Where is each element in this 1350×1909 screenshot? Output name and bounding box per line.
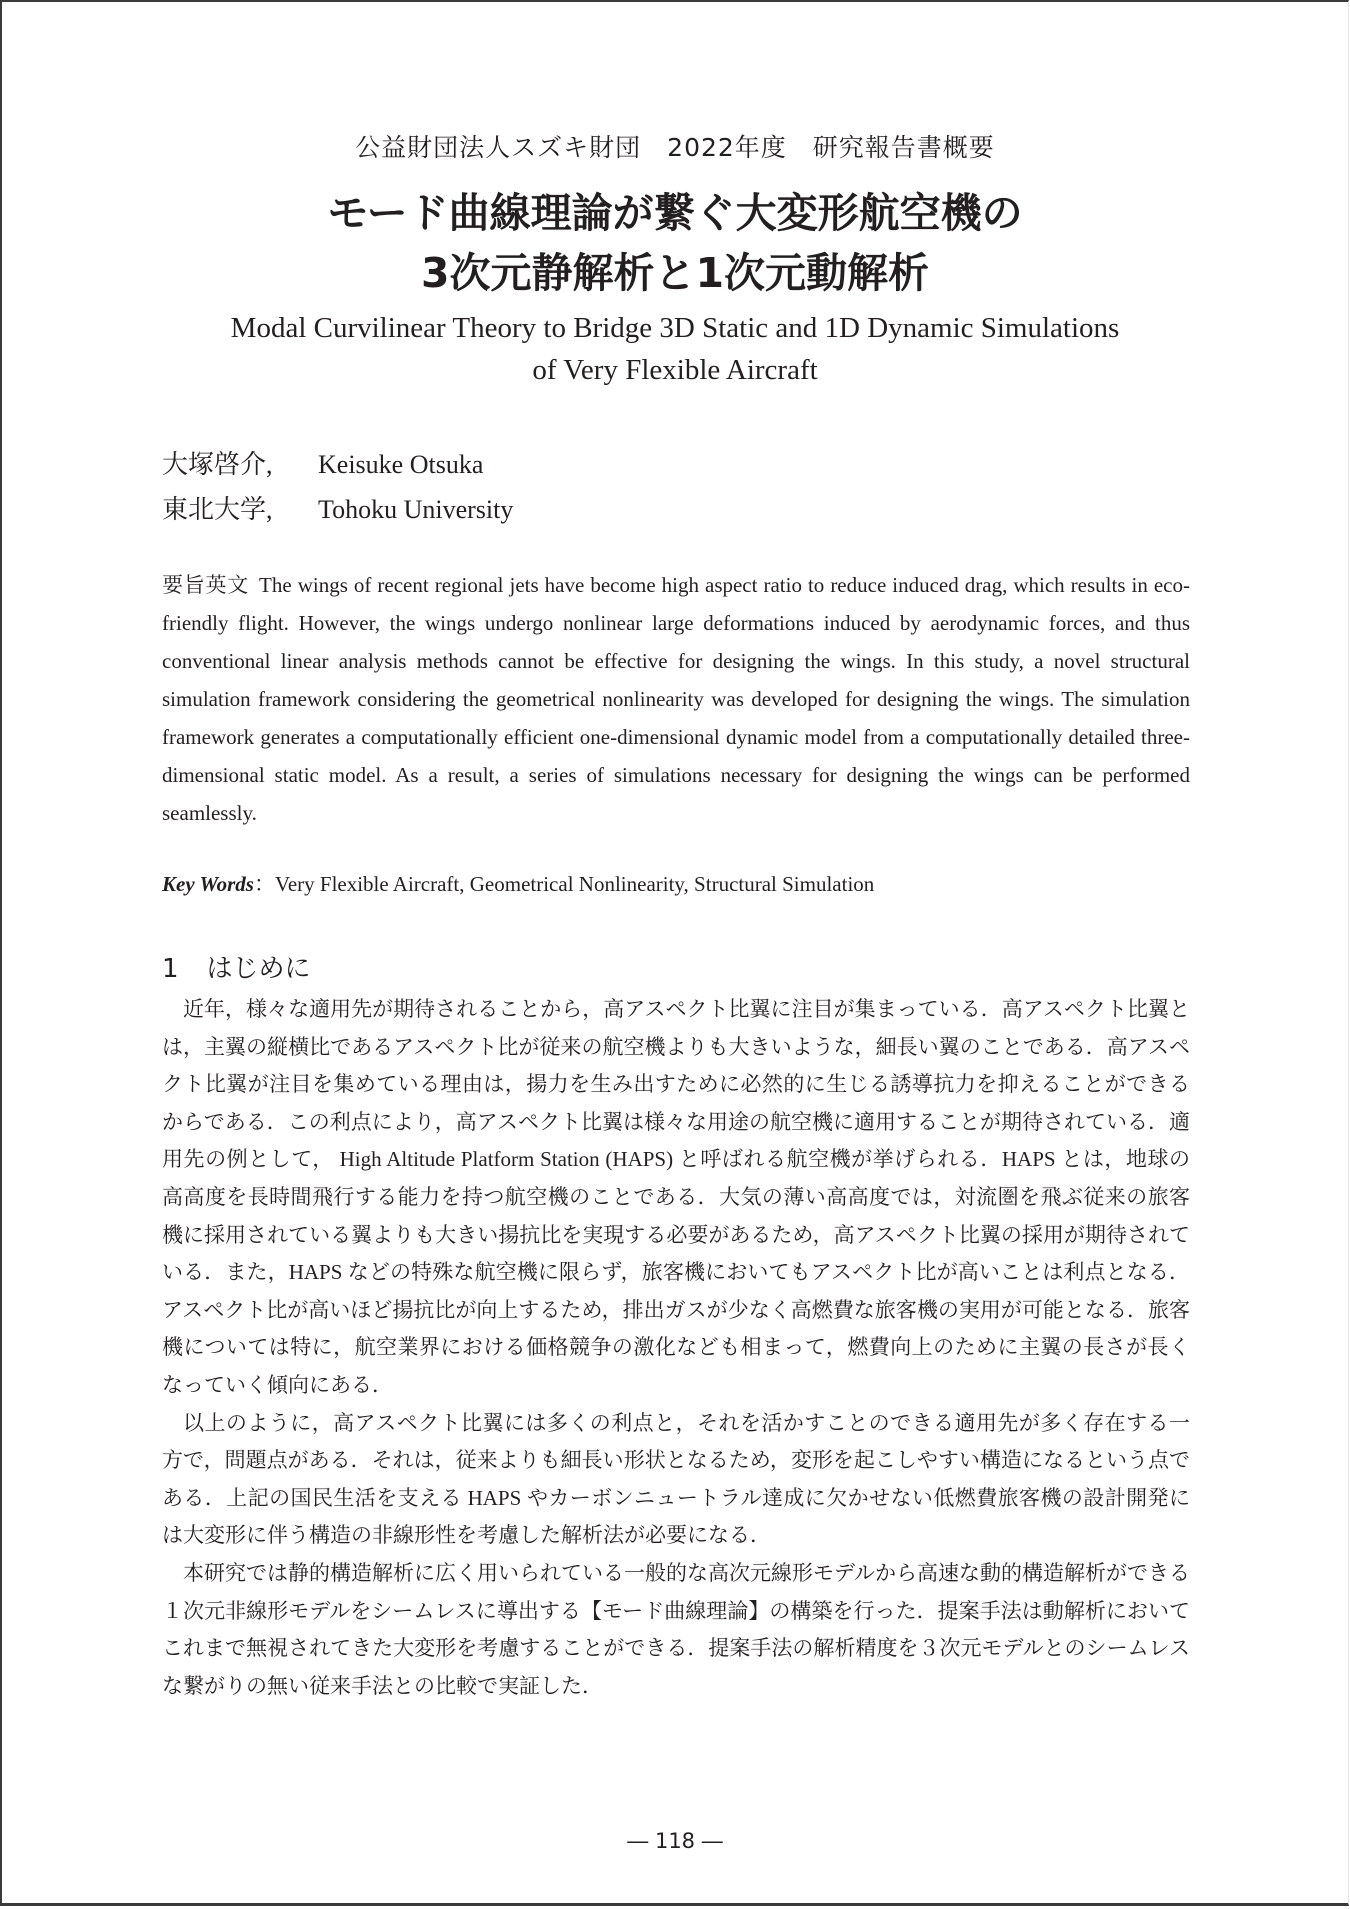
section-title: はじめに	[206, 954, 311, 984]
title-japanese-line2: 3次元静解析と1次元動解析	[420, 249, 930, 297]
affiliation-en: Tohoku University	[318, 495, 514, 524]
body-paragraph: 近年，様々な適用先が期待されることから，高アスペクト比翼に注目が集まっている．高アスペクト比翼とは，主翼の縦横比であるアスペクト比が従来の航空機よりも大きいような，細長い翼のことである．高アスペクト比翼が注目を集めている理由は，揚力を生み出すために必然的に生じる誘導抗力を抑えることができるからである．この利点により，高アスペクト比翼は様々な用途の航空機に適用することが期待されている．適用先の例として， High Altitude Platform Station (HAPS) と呼ばれる航空機が挙げられる．HAPS とは，地球の高高度を長時間飛行する能力を持つ航空機のことである．大気の薄い高高度では，対流圏を飛ぶ従来の旅客機に採用されている翼よりも大きい揚抗比を実現する必要があるため，高アスペクト比翼の採用が期待されている．また，HAPS などの特殊な航空機に限らず，旅客機においてもアスペクト比が高いことは利点となる．アスペクト比が高いほど揚抗比が向上するため，排出ガスが少なく高燃費な旅客機の実用が可能となる．旅客機については特に，航空業界における価格競争の激化なども相まって，燃費向上のために主翼の長さが長くなっていく傾向にある．	[162, 997, 1190, 1397]
keywords	[162, 868, 874, 898]
report-series-header: 公益財団法人スズキ財団 2022年度 研究報告書概要	[355, 133, 995, 162]
title-japanese-line1: モード曲線理論が繋ぐ大変形航空機の	[327, 189, 1023, 237]
abstract	[162, 566, 1190, 832]
body-paragraph: 以上のように，高アスペクト比翼には多くの利点と，それを活かすことのできる適用先が多く存在する一方で，問題点がある．それは，従来よりも細長い形状となるため，変形を起こしやすい構造になるという点である．上記の国民生活を支える HAPS やカーボンニュートラル達成に欠かせない低燃費旅客機の設計開発には大変形に伴う構造の非線形性を考慮した解析法が必要になる．	[162, 1410, 1190, 1548]
author-name-en: Keisuke Otsuka	[318, 450, 484, 479]
section-heading	[162, 948, 311, 985]
title-english-line1: Modal Curvilinear Theory to Bridge 3D Static and 1D Dynamic Simulations	[230, 312, 1120, 344]
title-english-line2: of Very Flexible Aircraft	[532, 354, 818, 386]
section-number: 1	[162, 954, 179, 984]
keywords-separator: ：	[253, 872, 275, 896]
affiliation-jp: 東北大学,	[162, 495, 273, 524]
keywords-label: Key Words	[162, 872, 254, 896]
abstract-label: 要旨英文	[162, 573, 250, 597]
abstract-text: The wings of recent regional jets have become high aspect ratio to reduce induced drag, which results in eco-friendly flight. However, the wings undergo nonlinear large deformations induced by aerodynamic forces, and thus conventional linear analysis methods cannot be effective for designing the wings. In this study, a novel structural simulation framework considering the geometrical nonlinearity was developed for designing the wings. The simulation framework generates a computationally efficient one-dimensional dynamic model from a computationally detailed three-dimensional static model. As a result, a series of simulations necessary for designing the wings can be performed seamlessly.	[162, 573, 1190, 825]
section-body	[162, 991, 1190, 1705]
body-paragraph: 本研究では静的構造解析に広く用いられている一般的な高次元線形モデルから高速な動的構造解析ができる１次元非線形モデルをシームレスに導出する【モード曲線理論】の構築を行った．提案手法は動解析においてこれまで無視されてきた大変形を考慮することができる．提案手法の解析精度を３次元モデルとのシームレスな繋がりの無い従来手法との比較で実証した．	[162, 1560, 1190, 1698]
author-name-row	[162, 444, 483, 481]
author-name-jp: 大塚啓介,	[162, 450, 273, 479]
author-affiliation-row	[162, 489, 513, 526]
keywords-text: Very Flexible Aircraft, Geometrical Nonlinearity, Structural Simulation	[274, 872, 875, 896]
page-number: ― 118 ―	[627, 1829, 723, 1853]
